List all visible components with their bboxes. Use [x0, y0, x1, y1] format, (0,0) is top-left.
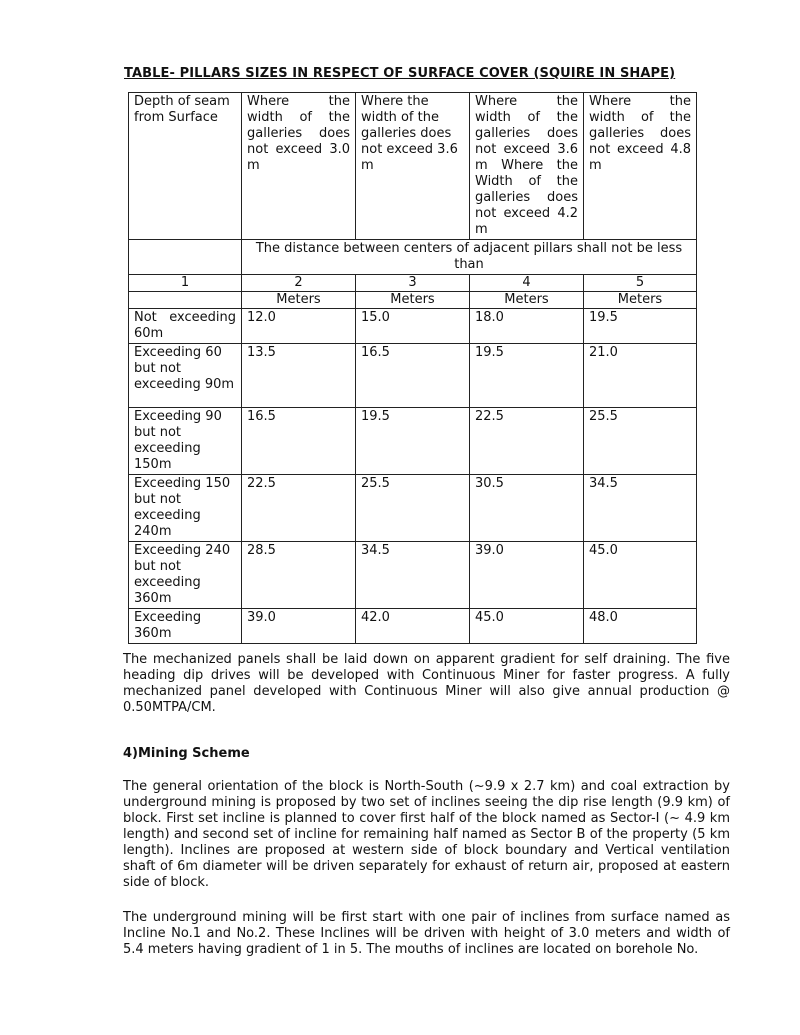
table-header-row — [129, 93, 697, 240]
value-cell: 22.5 — [470, 408, 584, 475]
table-row — [129, 542, 697, 609]
unit-label: Meters — [356, 292, 470, 309]
value-cell: 25.5 — [356, 475, 470, 542]
column-number-row — [129, 275, 697, 292]
table-row — [129, 408, 697, 475]
value-cell: 39.0 — [470, 542, 584, 609]
depth-cell: Exceeding 360m — [129, 609, 242, 644]
value-cell: 39.0 — [242, 609, 356, 644]
value-cell: 12.0 — [242, 309, 356, 344]
distance-note-row — [129, 240, 697, 275]
distance-note: The distance between centers of adjacent pillars shall not be less than — [242, 240, 697, 275]
value-cell: 19.5 — [470, 344, 584, 408]
header-width-3-6: Where the width of the galleries does not exceed 3.6 m — [356, 93, 470, 240]
column-number: 2 — [242, 275, 356, 292]
unit-label: Meters — [242, 292, 356, 309]
header-width-3-0: Where the width of the galleries does not exceed 3.0 m — [242, 93, 356, 240]
value-cell: 16.5 — [242, 408, 356, 475]
value-cell: 45.0 — [470, 609, 584, 644]
depth-cell: Exceeding 150 but not exceeding 240m — [129, 475, 242, 542]
table-title: TABLE- PILLARS SIZES IN RESPECT OF SURFACE COVER (SQUIRE IN SHAPE) — [124, 66, 676, 81]
empty-cell — [129, 240, 242, 275]
unit-label: Meters — [584, 292, 697, 309]
paragraph-mining-scheme: The general orientation of the block is North-South (~9.9 x 2.7 km) and coal extraction by underground mining is proposed by two set of inclines seeing the dip rise length (9.9 km) of block. First set incline is planned to cover first half of the block named as Sector-I (~ 4.9 km length) and second set of incline for remaining half named as Sector B of the property (5 km length). Inclines are proposed at western side of block boundary and Vertical ventilation shaft of 6m diameter will be driven separately for exhaust of return air, proposed at eastern side of block. — [123, 779, 730, 890]
value-cell: 28.5 — [242, 542, 356, 609]
pillar-size-table — [128, 92, 697, 644]
depth-cell: Exceeding 60 but not exceeding 90m — [129, 344, 242, 408]
empty-cell — [129, 292, 242, 309]
table-row — [129, 475, 697, 542]
table-row — [129, 344, 697, 408]
value-cell: 19.5 — [584, 309, 697, 344]
unit-label: Meters — [470, 292, 584, 309]
header-width-4-8: Where the width of the galleries does not exceed 4.8 m — [584, 93, 697, 240]
value-cell: 18.0 — [470, 309, 584, 344]
value-cell: 34.5 — [584, 475, 697, 542]
depth-cell: Exceeding 240 but not exceeding 360m — [129, 542, 242, 609]
table-row — [129, 309, 697, 344]
paragraph-mechanized-panels: The mechanized panels shall be laid down on apparent gradient for self draining. The five heading dip drives will be developed with Continuous Miner for faster progress. A fully mechanized panel developed with Continuous Miner will also give annual production @ 0.50MTPA/CM. — [123, 652, 730, 715]
depth-cell: Not exceeding 60m — [129, 309, 242, 344]
header-depth: Depth of seam from Surface — [129, 93, 242, 240]
value-cell: 45.0 — [584, 542, 697, 609]
depth-cell: Exceeding 90 but not exceeding 150m — [129, 408, 242, 475]
value-cell: 30.5 — [470, 475, 584, 542]
value-cell: 25.5 — [584, 408, 697, 475]
value-cell: 34.5 — [356, 542, 470, 609]
value-cell: 13.5 — [242, 344, 356, 408]
column-number: 3 — [356, 275, 470, 292]
section-heading: 4)Mining Scheme — [123, 746, 250, 761]
column-number: 4 — [470, 275, 584, 292]
paragraph-underground-mining: The underground mining will be first start with one pair of inclines from surface named as Incline No.1 and No.2. These Inclines will be driven with height of 3.0 meters and width of 5.4 meters having gradient of 1 in 5. The mouths of inclines are located on borehole No. — [123, 910, 730, 957]
table-row — [129, 609, 697, 644]
header-width-4-2: Where the width of the galleries does not exceed 3.6 m Where the Width of the galleries does not exceed 4.2 m — [470, 93, 584, 240]
value-cell: 16.5 — [356, 344, 470, 408]
value-cell: 48.0 — [584, 609, 697, 644]
unit-row — [129, 292, 697, 309]
value-cell: 21.0 — [584, 344, 697, 408]
value-cell: 42.0 — [356, 609, 470, 644]
column-number: 5 — [584, 275, 697, 292]
value-cell: 19.5 — [356, 408, 470, 475]
value-cell: 15.0 — [356, 309, 470, 344]
value-cell: 22.5 — [242, 475, 356, 542]
column-number: 1 — [129, 275, 242, 292]
